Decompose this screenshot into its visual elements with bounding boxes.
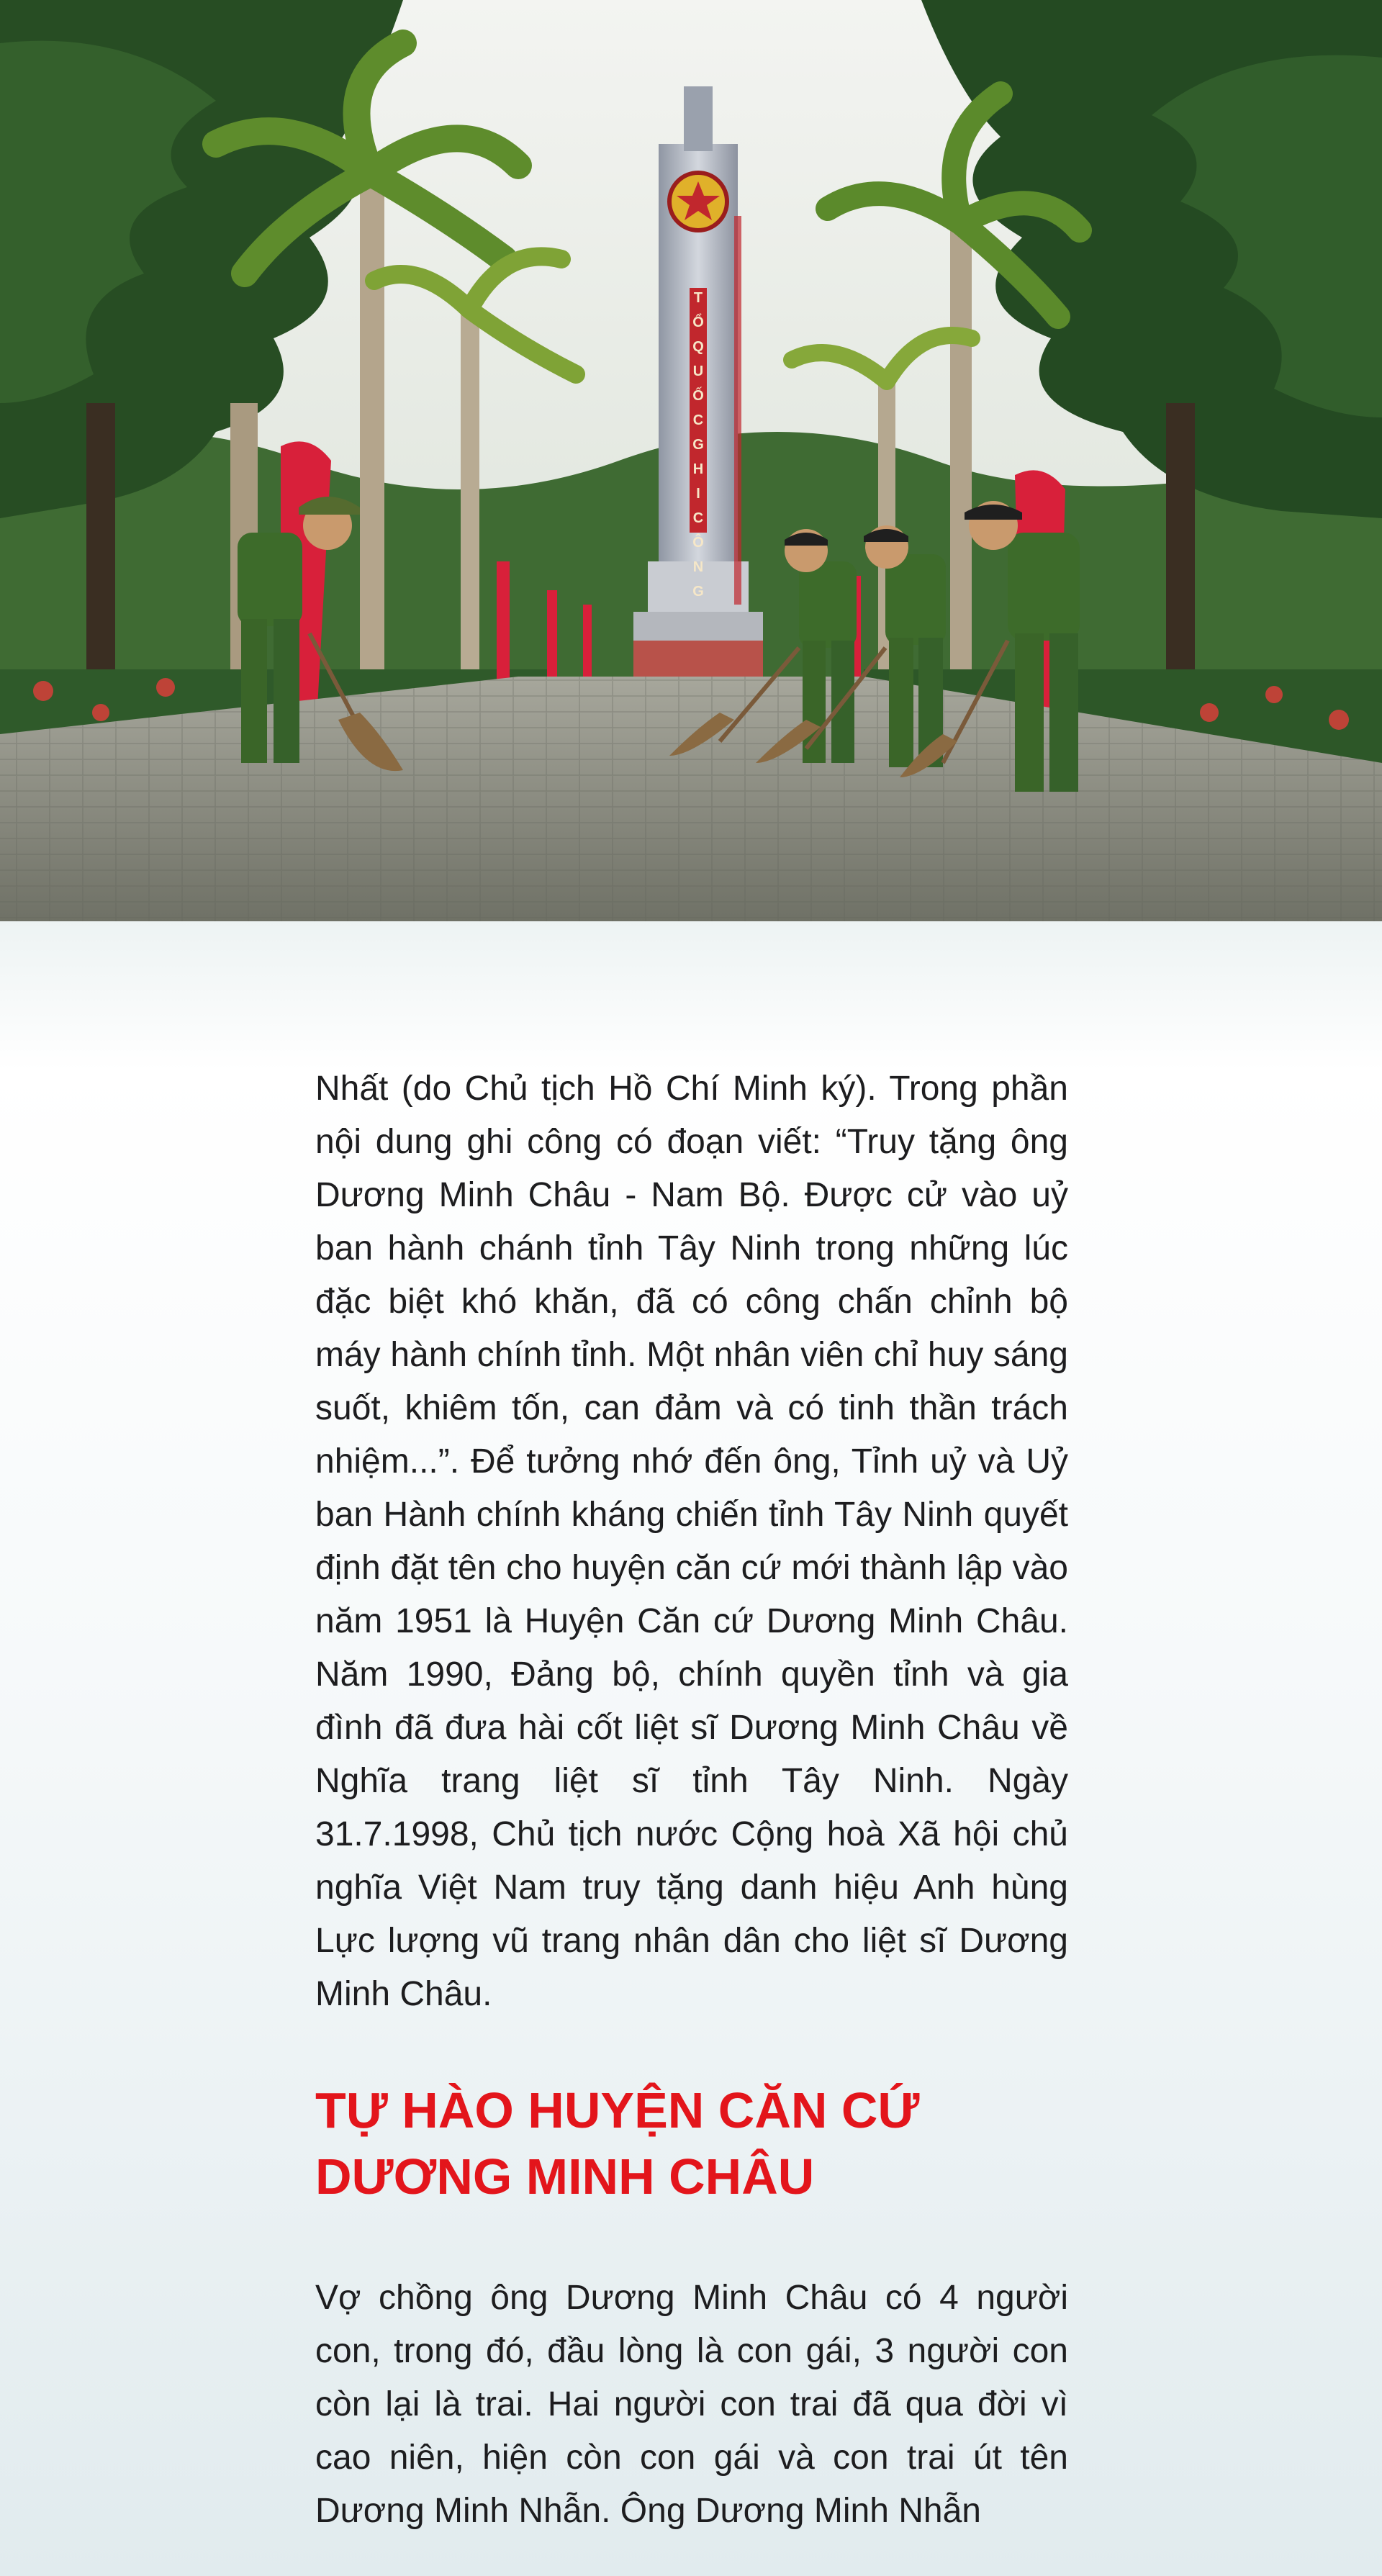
inscription-letter: T [693, 290, 703, 306]
article-paragraph-2: Vợ chồng ông Dương Minh Châu có 4 người con, trong đó, đầu lòng là con gái, 3 người con còn lại là trai. Hai người con trai đã qua đời vì cao niên, hiện còn con gái và con trai út tên Dương Minh Nhẫn. Ông Dương Minh Nhẫn [315, 2279, 1068, 2530]
inscription-letter: Ô [692, 535, 704, 551]
section-heading-line-1: TỰ HÀO HUYỆN CĂN CỨ [315, 2082, 920, 2138]
inscription-letter: Ổ [692, 315, 704, 330]
inscription-letter: Ố [692, 388, 704, 404]
inscription-letter: C [692, 510, 704, 526]
section-heading-line-2: DƯƠNG MINH CHÂU [315, 2148, 815, 2205]
inscription-letter: G [692, 437, 704, 453]
inscription-letter: G [692, 584, 704, 600]
inscription-letter: I [696, 486, 700, 502]
inscription-letter: C [692, 412, 704, 428]
article-section [0, 921, 1382, 2576]
inscription-letter: H [692, 461, 704, 477]
hero-illustration [0, 0, 1382, 921]
article-paragraph-1: Nhất (do Chủ tịch Hồ Chí Minh ký). Trong phần nội dung ghi công có đoạn viết: “Truy tặng ông Dương Minh Châu - Nam Bộ. Được cử vào uỷ ban hành chánh tỉnh Tây Ninh trong những lúc đặc biệt khó khăn, đã có công chấn chỉnh bộ máy hành chính tỉnh. Một nhân viên chỉ huy sáng suốt, khiêm tốn, can đảm và có tinh thần trách nhiệm...”. Để tưởng nhớ đến ông, Tỉnh uỷ và Uỷ ban Hành chính kháng chiến tỉnh Tây Ninh quyết định đặt tên cho huyện căn cứ mới thành lập vào năm 1951 là Huyện Căn cứ Dương Minh Châu. Năm 1990, Đảng bộ, chính quyền tỉnh và gia đình đã đưa hài cốt liệt sĩ Dương Minh Châu về Nghĩa trang liệt sĩ tỉnh Tây Ninh. Ngày 31.7.1998, Chủ tịch nước Cộng hoà Xã hội chủ nghĩa Việt Nam truy tặng danh hiệu Anh hùng Lực lượng vũ trang nhân dân cho liệt sĩ Dương Minh Châu. [315, 1070, 1068, 2013]
memorial-cleaning-photo [0, 0, 1382, 921]
inscription-letter: U [692, 363, 704, 379]
section-heading [315, 2077, 1068, 2210]
article-column [315, 1062, 1068, 2538]
inscription-letter: N [692, 559, 704, 575]
inscription-letter: Q [692, 339, 704, 355]
